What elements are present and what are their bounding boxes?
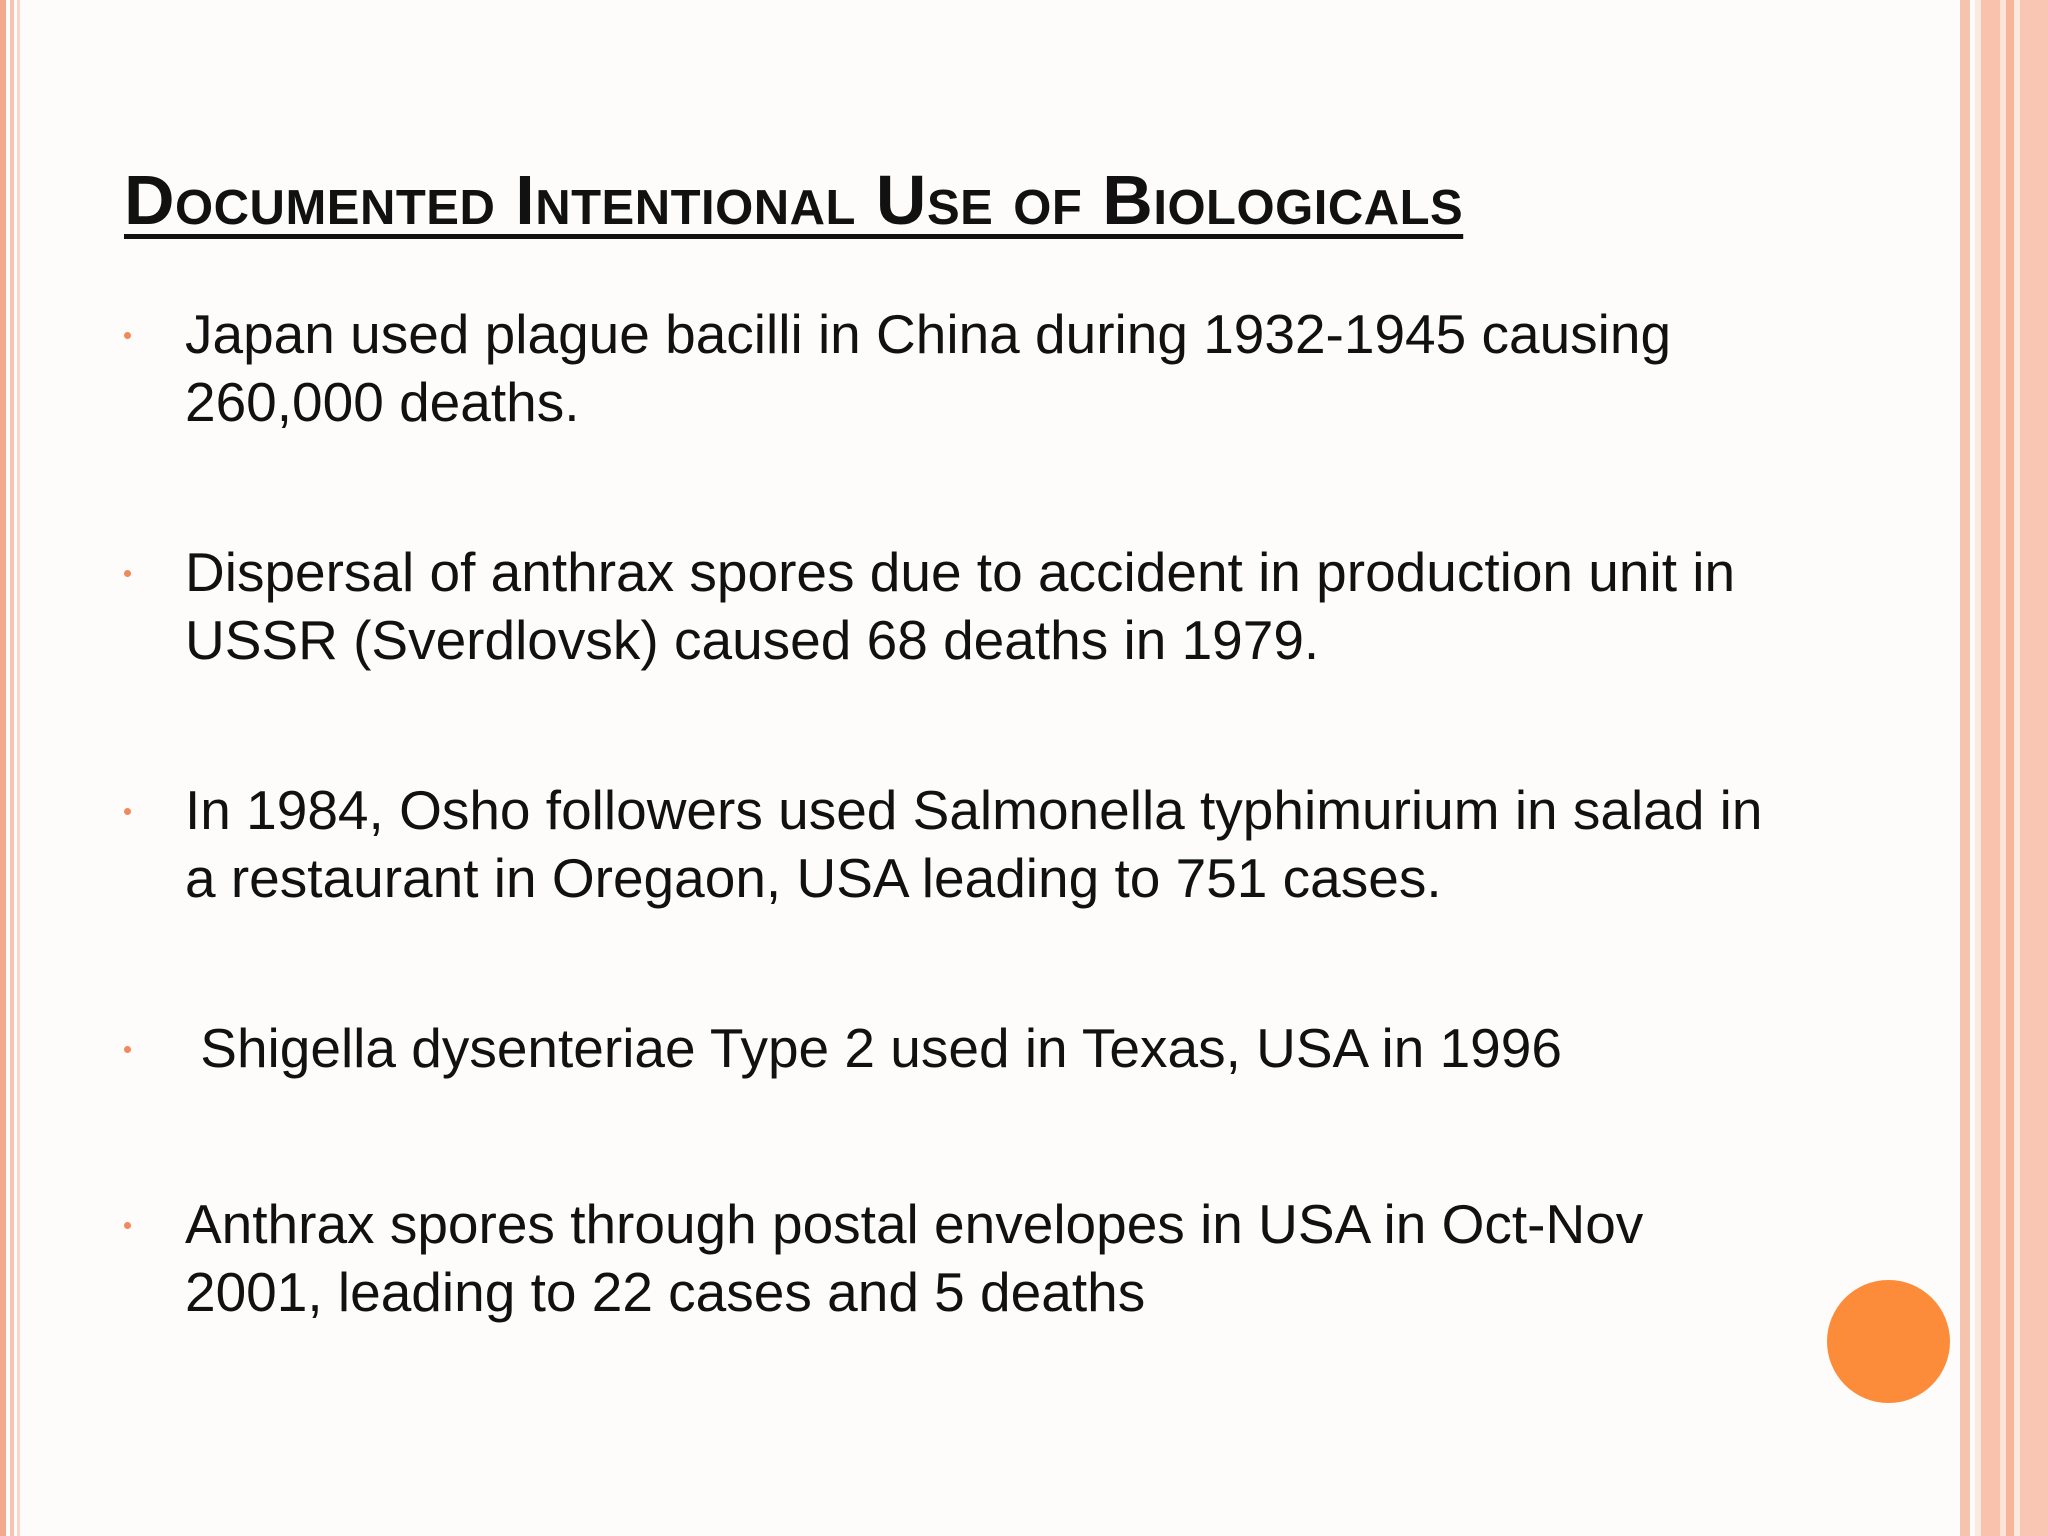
right-border-stripe (1960, 0, 1970, 1536)
bullet-item (124, 776, 1778, 912)
bullet-text: Shigella dysenteriae Type 2 used in Texas, USA in 1996 (185, 1017, 1562, 1079)
decorative-circle-icon (1827, 1280, 1950, 1403)
bullet-text: In 1984, Osho followers used Salmonella typhimurium in salad in a restaurant in Oregaon, USA leading to 751 cases. (185, 779, 1778, 909)
bullet-item (124, 1190, 1764, 1326)
bullet-dot-icon (124, 332, 131, 339)
bullet-text: Japan used plague bacilli in China during 1932-1945 causing 260,000 deaths. (185, 303, 1687, 433)
bullet-dot-icon (124, 570, 131, 577)
bullet-text: Anthrax spores through postal envelopes in USA in Oct-Nov 2001, leading to 22 cases and 5 deaths (185, 1193, 1659, 1323)
bullet-text: Dispersal of anthrax spores due to accident in production unit in USSR (Sverdlovsk) caused 68 deaths in 1979. (185, 541, 1751, 671)
left-border-stripe (17, 0, 20, 1536)
left-border-stripe (10, 0, 14, 1536)
bullet-dot-icon (124, 1222, 131, 1229)
right-border-stripe (2020, 0, 2048, 1536)
bullet-item (124, 538, 1764, 674)
bullet-item (124, 300, 1764, 436)
bullet-dot-icon (124, 1046, 131, 1053)
right-border-stripe (1981, 0, 2000, 1536)
bullet-dot-icon (124, 808, 131, 815)
bullet-item (124, 1014, 1764, 1082)
slide-title: Documented Intentional Use of Biologicals (124, 161, 1464, 239)
right-border-stripe (2006, 0, 2014, 1536)
left-border-stripe (0, 0, 6, 1536)
